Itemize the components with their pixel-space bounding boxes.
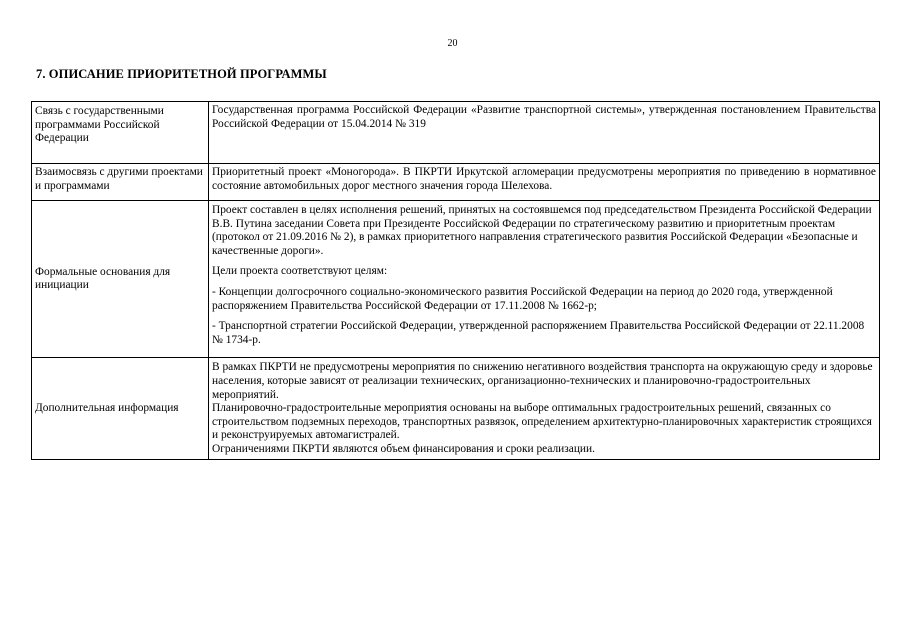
- program-description-table: [31, 101, 880, 460]
- row-content: Государственная программа Российской Федерации «Развитие транспортной системы», утвержденная постановлением Правительства Российской Федерации от 15.04.2014 № 319: [209, 102, 880, 164]
- row-content: Приоритетный проект «Моногорода». В ПКРТИ Иркутской агломерации предусмотрены мероприятия по приведению в нормативное состояние автомобильных дорог местного значения города Шелехова.: [209, 164, 880, 201]
- table-row: [32, 164, 880, 201]
- section-title: 7. ОПИСАНИЕ ПРИОРИТЕТНОЙ ПРОГРАММЫ: [36, 67, 327, 81]
- paragraph: Планировочно-градостроительные мероприятия основаны на выборе оптимальных градостроительных решений, связанных со строительством подземных переходов, транспортных развязок, определением архитектурно-планировочных характеристик строящихся и реконструируемых автомагистралей.: [212, 402, 872, 442]
- paragraph: В рамках ПКРТИ не предусмотрены мероприятия по снижению негативного воздействия транспорта на окружающую среду и здоровье населения, которые зависят от реализации технических, организационно-технических и планировочно-градостроительных мероприятий.: [212, 361, 873, 401]
- paragraph: Проект составлен в целях исполнения решений, принятых на состоявшемся под председательством Президента Российской Федерации В.В. Путина заседании Совета при Президенте Российской Федерации по стратегическому развитию и приоритетным проектам (протокол от 21.09.2016 № 2), в рамках приоритетного направления стратегического развития Российской Федерации «Безопасные и качественные дороги».: [212, 204, 872, 257]
- paragraph: Ограничениями ПКРТИ являются объем финансирования и сроки реализации.: [212, 442, 595, 455]
- table-row: [32, 201, 880, 358]
- row-content: [209, 358, 880, 459]
- row-label: Дополнительная информация: [32, 358, 209, 459]
- row-label: Связь с государственными программами Российской Федерации: [32, 102, 209, 164]
- table-row: [32, 358, 880, 459]
- paragraph: Цели проекта соответствуют целям:: [212, 265, 388, 278]
- page-number: 20: [447, 38, 458, 49]
- paragraph: - Концепции долгосрочного социально-экономического развития Российской Федерации на период до 2020 года, утвержденной распоряжением Правительства Российской Федерации от 17.11.2008 № 1662-р;: [212, 285, 833, 312]
- row-label: Взаимосвязь с другими проектами и программами: [32, 164, 209, 201]
- row-label: Формальные основания для инициации: [32, 201, 209, 358]
- row-content: [209, 201, 880, 358]
- paragraph: - Транспортной стратегии Российской Федерации, утвержденной распоряжением Правительства Российской Федерации от 22.11.2008 № 1734-р.: [212, 320, 865, 346]
- table-row: [32, 102, 880, 164]
